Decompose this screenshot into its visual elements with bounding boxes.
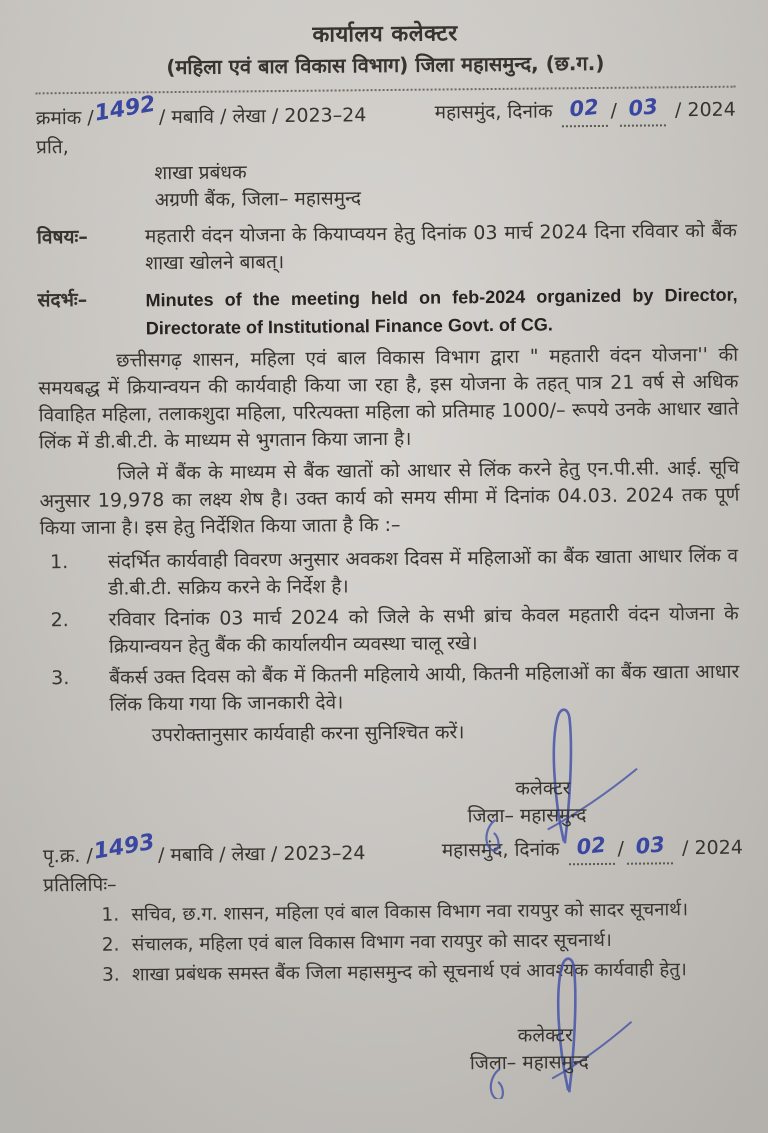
endorsement-month-slot <box>627 834 673 864</box>
endorsement-number-line <box>42 829 366 870</box>
handwritten-month: 03 <box>626 94 659 121</box>
copy-item-number: 2. <box>101 934 120 956</box>
body-paragraph-2: जिले में बैंक के माध्यम से बैंक खातों को आधार से लिंक करने हेतु एन.पी.सी. आई. सूचि अनुसार 19,978 का लक्ष्य शेष है। उक्त कार्य को समय सीमा में दिनांक 04.03. 2024 तक पूर्ण किया जाना है। इस हेतु निर्देशित किया जाता है कि :– <box>39 456 740 540</box>
handwritten-endorsement-day: 02 <box>575 832 608 860</box>
signatory-title: कलेक्टर <box>517 1024 573 1047</box>
copies-label: प्रतिलिपिः– <box>43 873 117 897</box>
letter-number-line <box>35 91 367 132</box>
handwritten-day: 02 <box>568 94 601 122</box>
reference-label: संदर्भः– <box>37 288 88 312</box>
list-item-text: बैंकर्स उक्त दिवस को बैंक में कितनी महिलाये आयी, कितनी महिलाओं का बैंक खाता आधार लिंक किया गया कि जानकारी देवे। <box>109 660 740 716</box>
letter-content <box>35 17 745 1084</box>
handwritten-endorsement-month: 03 <box>634 832 666 859</box>
handwritten-letter-number: 1492 <box>92 91 158 127</box>
date-month-slot <box>620 96 666 126</box>
addressee-line-2: अग्रणी बैंक, जिला– महासमुन्द <box>154 187 362 212</box>
endorsement-place-date-label: महासमुंद, दिनांक <box>441 838 560 862</box>
date-year: / 2024 <box>674 98 736 122</box>
list-item <box>41 601 741 662</box>
signature-block-bottom <box>439 993 690 1079</box>
copy-item-number: 3. <box>101 964 120 986</box>
endorsement-number-label: पृ.क्र. / <box>42 844 93 868</box>
date-slash: / <box>610 99 618 122</box>
copy-item-text: सचिव, छ.ग. शासन, महिला एवं बाल विकास विभाग नवा रायपुर को सादर सूचनार्थ। <box>131 899 689 926</box>
reference-block <box>37 281 738 344</box>
reference-text: Minutes of the meeting held on feb-2024 organized by Director, Directorate of Institutional Finance Govt. of CG. <box>145 284 738 339</box>
list-item-text: संदर्भित कार्यवाही विवरण अनुसार अवकश दिवस में महिलाओं का बैंक खाता आधार लिंक व डी.बी.टी. सक्रिय करने के निर्देश है। <box>107 544 739 600</box>
copy-item <box>101 896 743 929</box>
subject-label: विषयः– <box>36 225 88 249</box>
letterhead <box>35 17 736 84</box>
reference-number-row <box>36 92 736 133</box>
subject-block <box>37 218 737 279</box>
letter-number-label: क्रमांक / <box>35 106 94 130</box>
copy-item-text: संचालक, महिला एवं बाल विकास विभाग नवा रायपुर को सादर सूचनार्थ। <box>131 929 612 956</box>
endorsement-place-date-line <box>442 834 743 867</box>
list-item <box>40 543 740 604</box>
endorsement-number-row <box>43 830 743 871</box>
signatory-district: जिला– महासमुन्द <box>469 1051 589 1075</box>
endorsement-day-slot <box>568 832 614 865</box>
body-paragraph-1: छत्तीसगढ़ शासन, महिला एवं बाल विकास विभाग द्वारा " महतारी वंदन योजना'' की समयबद्ध में क्रियान्वयन की कार्यवाही किया जा रहा है, इस योजना के तहत् पात्र 21 वर्ष से अधिक विवाहित महिला, तलाकशुदा महिला, परित्यक्ता महिला को प्रतिमाह 1000/– रूपये उनके आधार खाते लिंक में डी.बी.टी. के माध्यम से भुगतान किया जाना है। <box>38 343 739 454</box>
list-item-text: रविवार दिनांक 03 मार्च 2024 को जिले के सभी ब्रांच केवल महतारी वंदन योजना के क्रियान्वयन हेतु बैंक की कार्यालयीन व्यवस्था चालू रखे। <box>108 602 739 658</box>
list-item-number: 3. <box>51 667 70 690</box>
copy-item-text: शाखा प्रबंधक समस्त बैंक जिला महासमुन्द को सूचनार्थ एवं आवश्यक कार्यवाही हेतु। <box>131 959 687 986</box>
endorsement-year: / 2024 <box>681 836 743 860</box>
copy-item <box>102 926 744 959</box>
signatory-district: जिला– महासमुन्द <box>467 804 587 828</box>
directive-list <box>40 543 742 720</box>
signatory-title: कलेक्टर <box>515 777 571 800</box>
signature-block-top <box>437 746 688 832</box>
list-item-number: 1. <box>49 551 69 574</box>
copies-list <box>43 896 744 990</box>
list-item-number: 2. <box>50 609 69 632</box>
office-title: कार्यालय कलेक्टर <box>312 21 458 48</box>
salutation: प्रति, <box>36 136 69 159</box>
endorsement-number-suffix: / मबावि / लेखा / 2023–24 <box>157 842 366 867</box>
letter-number-suffix: / मबावि / लेखा / 2023–24 <box>158 104 367 129</box>
list-item <box>41 659 741 720</box>
handwritten-endorsement-number: 1493 <box>91 829 157 865</box>
addressee-line-1: शाखा प्रबंधक <box>154 161 247 185</box>
copy-item-number: 1. <box>101 904 120 926</box>
endorsement-date-slash: / <box>617 837 625 860</box>
copy-item <box>102 956 744 989</box>
place-date-label: महासमुंद, दिनांक <box>434 100 553 124</box>
subject-text: महतारी वंदन योजना के कियाप्वयन हेतु दिनांक 03 मार्च 2024 दिना रविवार को बैंक शाखा खोलने बाबत्। <box>144 219 738 275</box>
place-date-line <box>435 96 736 129</box>
date-day-slot <box>561 94 607 127</box>
office-subtitle: (महिला एवं बाल विकास विभाग) जिला महासमुन्द, (छ.ग.) <box>166 50 605 80</box>
closing-line: उपरोक्तानुसार कार्यवाही करना सुनिश्चित करें। <box>151 721 465 747</box>
